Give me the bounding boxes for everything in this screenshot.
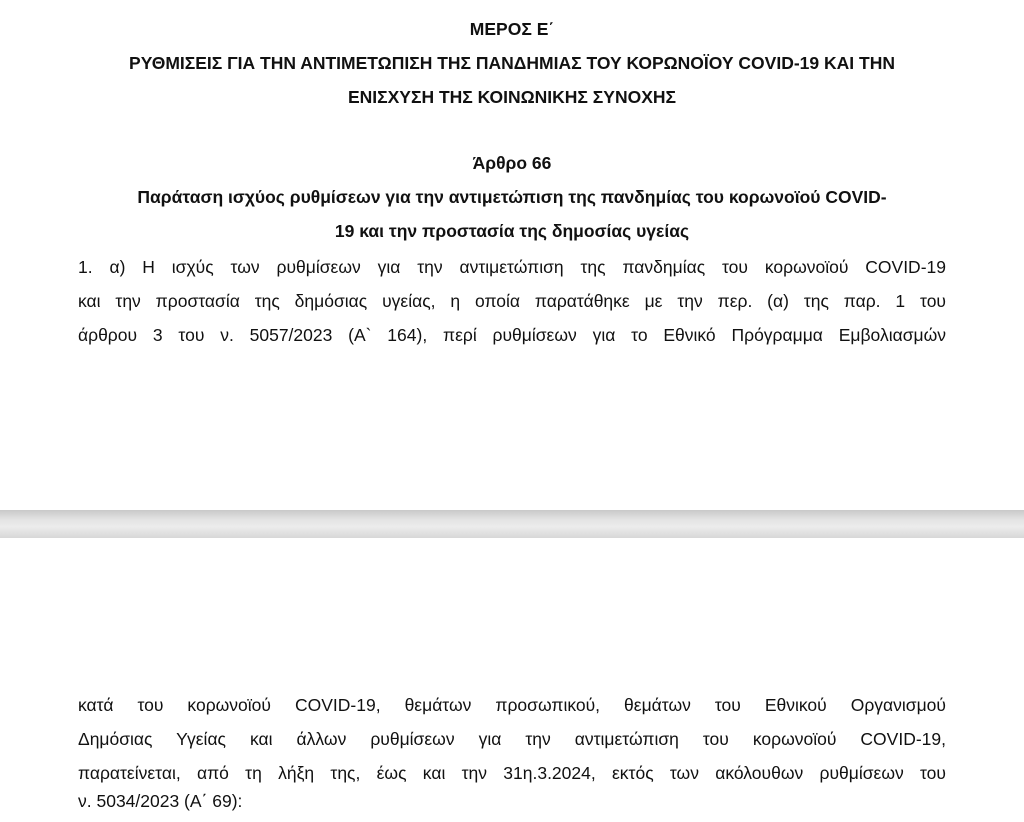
article-title-line-2: 19 και την προστασία της δημοσίας υγείας [334,221,690,241]
part-title-line-2: ΕΝΙΣΧΥΣΗ ΤΗΣ ΚΟΙΝΩΝΙΚΗΣ ΣΥΝΟΧΗΣ [347,87,677,107]
page-2 [0,538,1024,822]
paragraph-line: Δημόσιας Υγείας και άλλων ρυθμίσεων για την αντιμετώπιση του κορωνοϊού COVID-19, [78,729,946,749]
part-heading: ΜΕΡΟΣ Ε΄ [469,19,555,39]
paragraph-line: 1. α) Η ισχύς των ρυθμίσεων για την αντιμετώπιση της πανδημίας του κορωνοϊού COVID-19 [78,257,946,277]
paragraph-line: άρθρου 3 του ν. 5057/2023 (Α` 164), περί ρυθμίσεων για το Εθνικό Πρόγραμμα Εμβολιασμών [78,325,946,345]
paragraph-line: κατά του κορωνοϊού COVID-19, θεμάτων προσωπικού, θεμάτων του Εθνικού Οργανισμού [78,695,946,715]
paragraph-line: ν. 5034/2023 (Α΄ 69): [78,791,243,811]
article-number: Άρθρο 66 [472,153,552,173]
part-title-line-1: ΡΥΘΜΙΣΕΙΣ ΓΙΑ ΤΗΝ ΑΝΤΙΜΕΤΩΠΙΣΗ ΤΗΣ ΠΑΝΔΗΜΙΑΣ ΤΟΥ ΚΟΡΩΝΟΪΟΥ COVID-19 ΚΑΙ ΤΗΝ [129,53,895,73]
article-title-line-1: Παράταση ισχύος ρυθμίσεων για την αντιμετώπιση της πανδημίας του κορωνοϊού COVID- [137,187,887,207]
paragraph-line: παρατείνεται, από τη λήξη της, έως και την 31η.3.2024, εκτός των ακόλουθων ρυθμίσεων του [78,763,946,783]
paragraph-line: και την προστασία της δημόσιας υγείας, η οποία παρατάθηκε με την περ. (α) της παρ. 1 του [78,291,946,311]
page-separator [0,510,1024,538]
